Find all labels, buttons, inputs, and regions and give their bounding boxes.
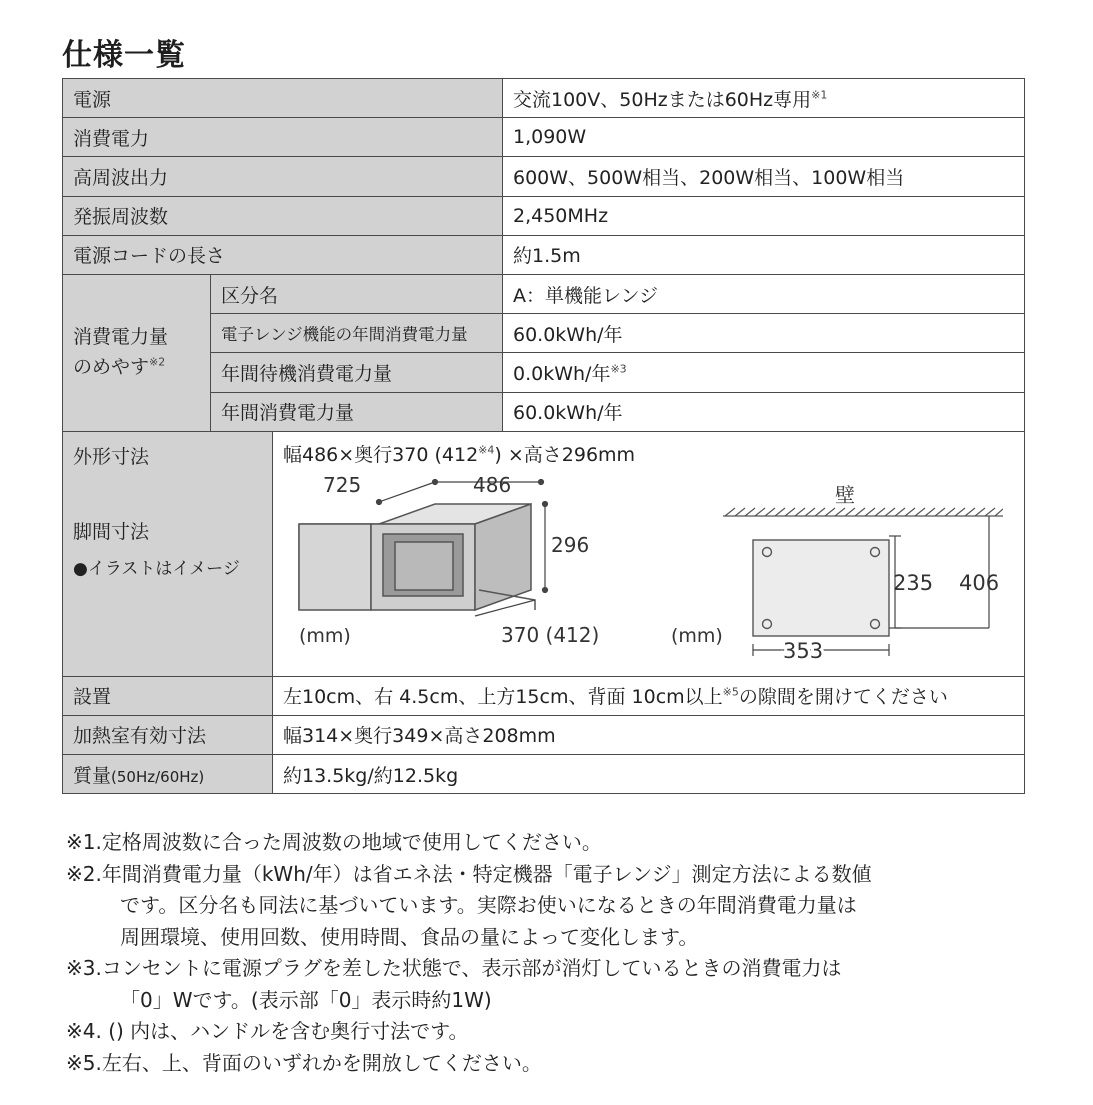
footnote-cont: 周囲環境、使用回数、使用時間、食品の量によって変化します。 bbox=[120, 924, 699, 949]
energy-sub-label: 年間消費電力量 bbox=[211, 392, 503, 431]
footnote: ※5.左右、上、背面のいずれかを開放してください。 bbox=[66, 1050, 542, 1075]
energy-sub-label: 区分名 bbox=[211, 274, 503, 313]
dimensions-label: 外形寸法 脚間寸法 ●イラストはイメージ bbox=[63, 431, 273, 676]
dim-725: 725 bbox=[323, 472, 362, 497]
dimension-illustration bbox=[283, 440, 1003, 672]
spec-value: 約13.5kg/約12.5kg bbox=[273, 755, 1025, 794]
dim-406: 406 bbox=[959, 570, 1000, 595]
spec-row-mass bbox=[63, 755, 1025, 794]
spec-label: 消費電力 bbox=[63, 118, 503, 157]
microwave-illustration bbox=[299, 504, 535, 610]
spec-label: 電源 bbox=[63, 79, 503, 118]
page-title: 仕様一覧 bbox=[62, 38, 186, 73]
unit-right: (mm) bbox=[671, 624, 723, 647]
spec-row-power-source bbox=[63, 79, 1025, 118]
spec-value: 600W、500W相当、200W相当、100W相当 bbox=[503, 157, 1025, 196]
energy-row bbox=[63, 274, 1025, 313]
spec-label: 高周波出力 bbox=[63, 157, 503, 196]
dim-486: 486 bbox=[473, 472, 512, 497]
energy-sub-label: 年間待機消費電力量 bbox=[211, 353, 503, 392]
energy-sub-label: 電子レンジ機能の年間消費電力量 bbox=[211, 314, 503, 353]
spec-value: 2,450MHz bbox=[503, 196, 1025, 235]
spec-label: 質量(50Hz/60Hz) bbox=[63, 755, 273, 794]
dim-235: 235 bbox=[893, 570, 934, 595]
spec-row-cord-length bbox=[63, 235, 1025, 274]
spec-value: 幅314×奥行349×高さ208mm bbox=[273, 715, 1025, 754]
dim-353: 353 bbox=[783, 638, 824, 663]
footnote: ※1.定格周波数に合った周波数の地域で使用してください。 bbox=[66, 830, 602, 854]
spec-row-power-consumption bbox=[63, 118, 1025, 157]
dimensions-value bbox=[273, 431, 1025, 676]
footnote: ※3.コンセントに電源プラグを差した状態で、表示部が消灯しているときの消費電力は bbox=[66, 956, 842, 980]
spec-label: 電源コードの長さ bbox=[63, 235, 503, 274]
footnote: ※2.年間消費電力量（kWh/年）は省エネ法・特定機器「電子レンジ」測定方法による数値 bbox=[66, 861, 872, 886]
spec-value: 1,090W bbox=[503, 118, 1025, 157]
energy-value: 60.0kWh/年 bbox=[503, 392, 1025, 431]
spec-table bbox=[62, 78, 1025, 794]
dim-370: 370 (412) bbox=[501, 622, 600, 647]
footnote: ※4. () 内は、ハンドルを含む奥行寸法です。 bbox=[66, 1019, 469, 1043]
unit-left: (mm) bbox=[299, 624, 351, 647]
dimensions-desc: 幅486×奥行370 (412$^{※4}$) ×高さ296mm bbox=[283, 443, 636, 466]
spec-row-osc-freq bbox=[63, 196, 1025, 235]
spec-label: 発振周波数 bbox=[63, 196, 503, 235]
dimensions-row bbox=[63, 431, 1025, 676]
energy-value: 0.0kWh/年$^{※3}$ bbox=[503, 353, 1025, 392]
spec-label: 加熱室有効寸法 bbox=[63, 715, 273, 754]
spec-value: 左10cm、右 4.5cm、上方15cm、背面 10cm以上$^{※5}$の隙間を開けてください bbox=[273, 676, 1025, 715]
footnote-cont: です。区分名も同法に基づいています。実際お使いになるときの年間消費電力量は bbox=[120, 893, 857, 917]
energy-value: 60.0kWh/年 bbox=[503, 314, 1025, 353]
spec-label: 設置 bbox=[63, 676, 273, 715]
spec-value: 約1.5m bbox=[503, 235, 1025, 274]
energy-group-label: 消費電力量 のめやす$^{※2}$ bbox=[63, 274, 211, 431]
wall-hatch bbox=[723, 508, 1003, 516]
spec-row-cavity bbox=[63, 715, 1025, 754]
spec-row-hf-output bbox=[63, 157, 1025, 196]
spec-value: 交流100V、50Hzまたは60Hz専用$^{※1}$ bbox=[503, 79, 1025, 118]
footnotes bbox=[66, 827, 1026, 1079]
footnote-cont: 「0」Wです。(表示部「0」表示時約1W) bbox=[120, 987, 492, 1012]
wall-label: 壁 bbox=[835, 482, 855, 507]
feet-layout bbox=[753, 540, 889, 636]
energy-value: A：単機能レンジ bbox=[503, 274, 1025, 313]
spec-row-install bbox=[63, 676, 1025, 715]
dim-296: 296 bbox=[551, 532, 590, 557]
